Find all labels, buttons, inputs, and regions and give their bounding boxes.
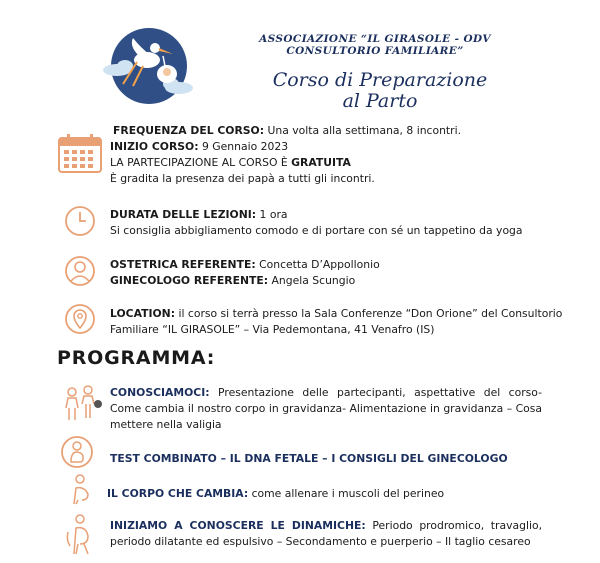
program-item-1 [110, 385, 542, 433]
pregnancy-icon [60, 435, 94, 469]
midwife-row [110, 257, 580, 273]
group-people-icon [60, 384, 102, 424]
program-item-4-text: Periodo prodromico, travaglio, periodo dilatante ed espulsivo – Secondamento e puerperio – Il taglio cesareo [110, 519, 542, 548]
program-item-4 [110, 518, 542, 550]
program-item-2-label: TEST COMBINATO – IL DNA FETALE – I CONSIGLI DEL GINECOLOGO [110, 452, 508, 465]
frequency-row [113, 123, 573, 139]
program-item-3-label: IL CORPO CHE CAMBIA: [107, 487, 249, 500]
midwife-label: OSTETRICA REFERENTE: [110, 258, 256, 271]
participation-row [110, 155, 570, 171]
location-row-1 [110, 306, 580, 322]
duration-label: DURATA DELLE LEZIONI: [110, 208, 257, 221]
gyneco-value: Angela Scungio [271, 274, 356, 287]
program-item-3 [107, 486, 567, 502]
location-line-1: il corso si terrà presso la Sala Conferenze “Don Orione” del Consultorio [178, 307, 563, 320]
frequency-label: FREQUENZA DEL CORSO: [113, 124, 265, 137]
program-item-4-label: INIZIAMO A CONOSCERE LE DINAMICHE: [110, 519, 366, 532]
program-item-1-text: Presentazione delle partecipanti, aspettative del corso- Come cambia il nostro corpo in gravidanza- Alimentazione in gravidanza – Cosa mettere nella valigia [110, 386, 542, 431]
person-icon [64, 255, 96, 287]
fathers-row: È gradita la presenza dei papà a tutti gli incontri. [110, 172, 375, 185]
location-label: LOCATION: [110, 307, 176, 320]
participation-free: GRATUITA [291, 156, 351, 169]
gyneco-label: GINECOLOGO REFERENTE: [110, 274, 269, 287]
program-item-3-text: come allenare i muscoli del perineo [251, 487, 445, 500]
page-title [200, 70, 560, 112]
association-name [205, 33, 545, 57]
gyneco-row [110, 273, 580, 289]
frequency-value: Una volta alla settimana, 8 incontri. [267, 124, 462, 137]
stork-baby-logo [103, 26, 195, 106]
start-label: INIZIO CORSO: [110, 140, 199, 153]
association-line-1: ASSOCIAZIONE “IL GIRASOLE - ODV [259, 33, 491, 45]
program-item-1-label: CONOSCIAMOCI: [110, 386, 210, 399]
clock-icon [64, 205, 96, 237]
start-value: 9 Gennaio 2023 [201, 140, 289, 153]
title-line-2: al Parto [342, 90, 418, 112]
clothing-row: Si consiglia abbigliamento comodo e di portare con sé un tappetino da yoga [110, 224, 523, 237]
duration-value: 1 ora [259, 208, 288, 221]
title-line-1: Corso di Preparazione [272, 69, 488, 91]
midwife-value: Concetta D’Appollonio [259, 258, 380, 271]
start-row [110, 139, 570, 155]
program-heading: PROGRAMMA: [57, 347, 216, 369]
body-change-icon [66, 474, 96, 506]
program-item-2 [110, 451, 550, 467]
location-pin-icon [64, 303, 96, 335]
calendar-icon [58, 133, 102, 173]
labor-dynamics-icon [64, 514, 98, 558]
association-line-2: CONSULTORIO FAMILIARE” [286, 45, 464, 57]
location-line-2: Familiare “IL GIRASOLE” – Via Pedemontana, 41 Venafro (IS) [110, 323, 435, 336]
participation-text: LA PARTECIPAZIONE AL CORSO È [110, 156, 292, 169]
duration-row [110, 207, 580, 223]
